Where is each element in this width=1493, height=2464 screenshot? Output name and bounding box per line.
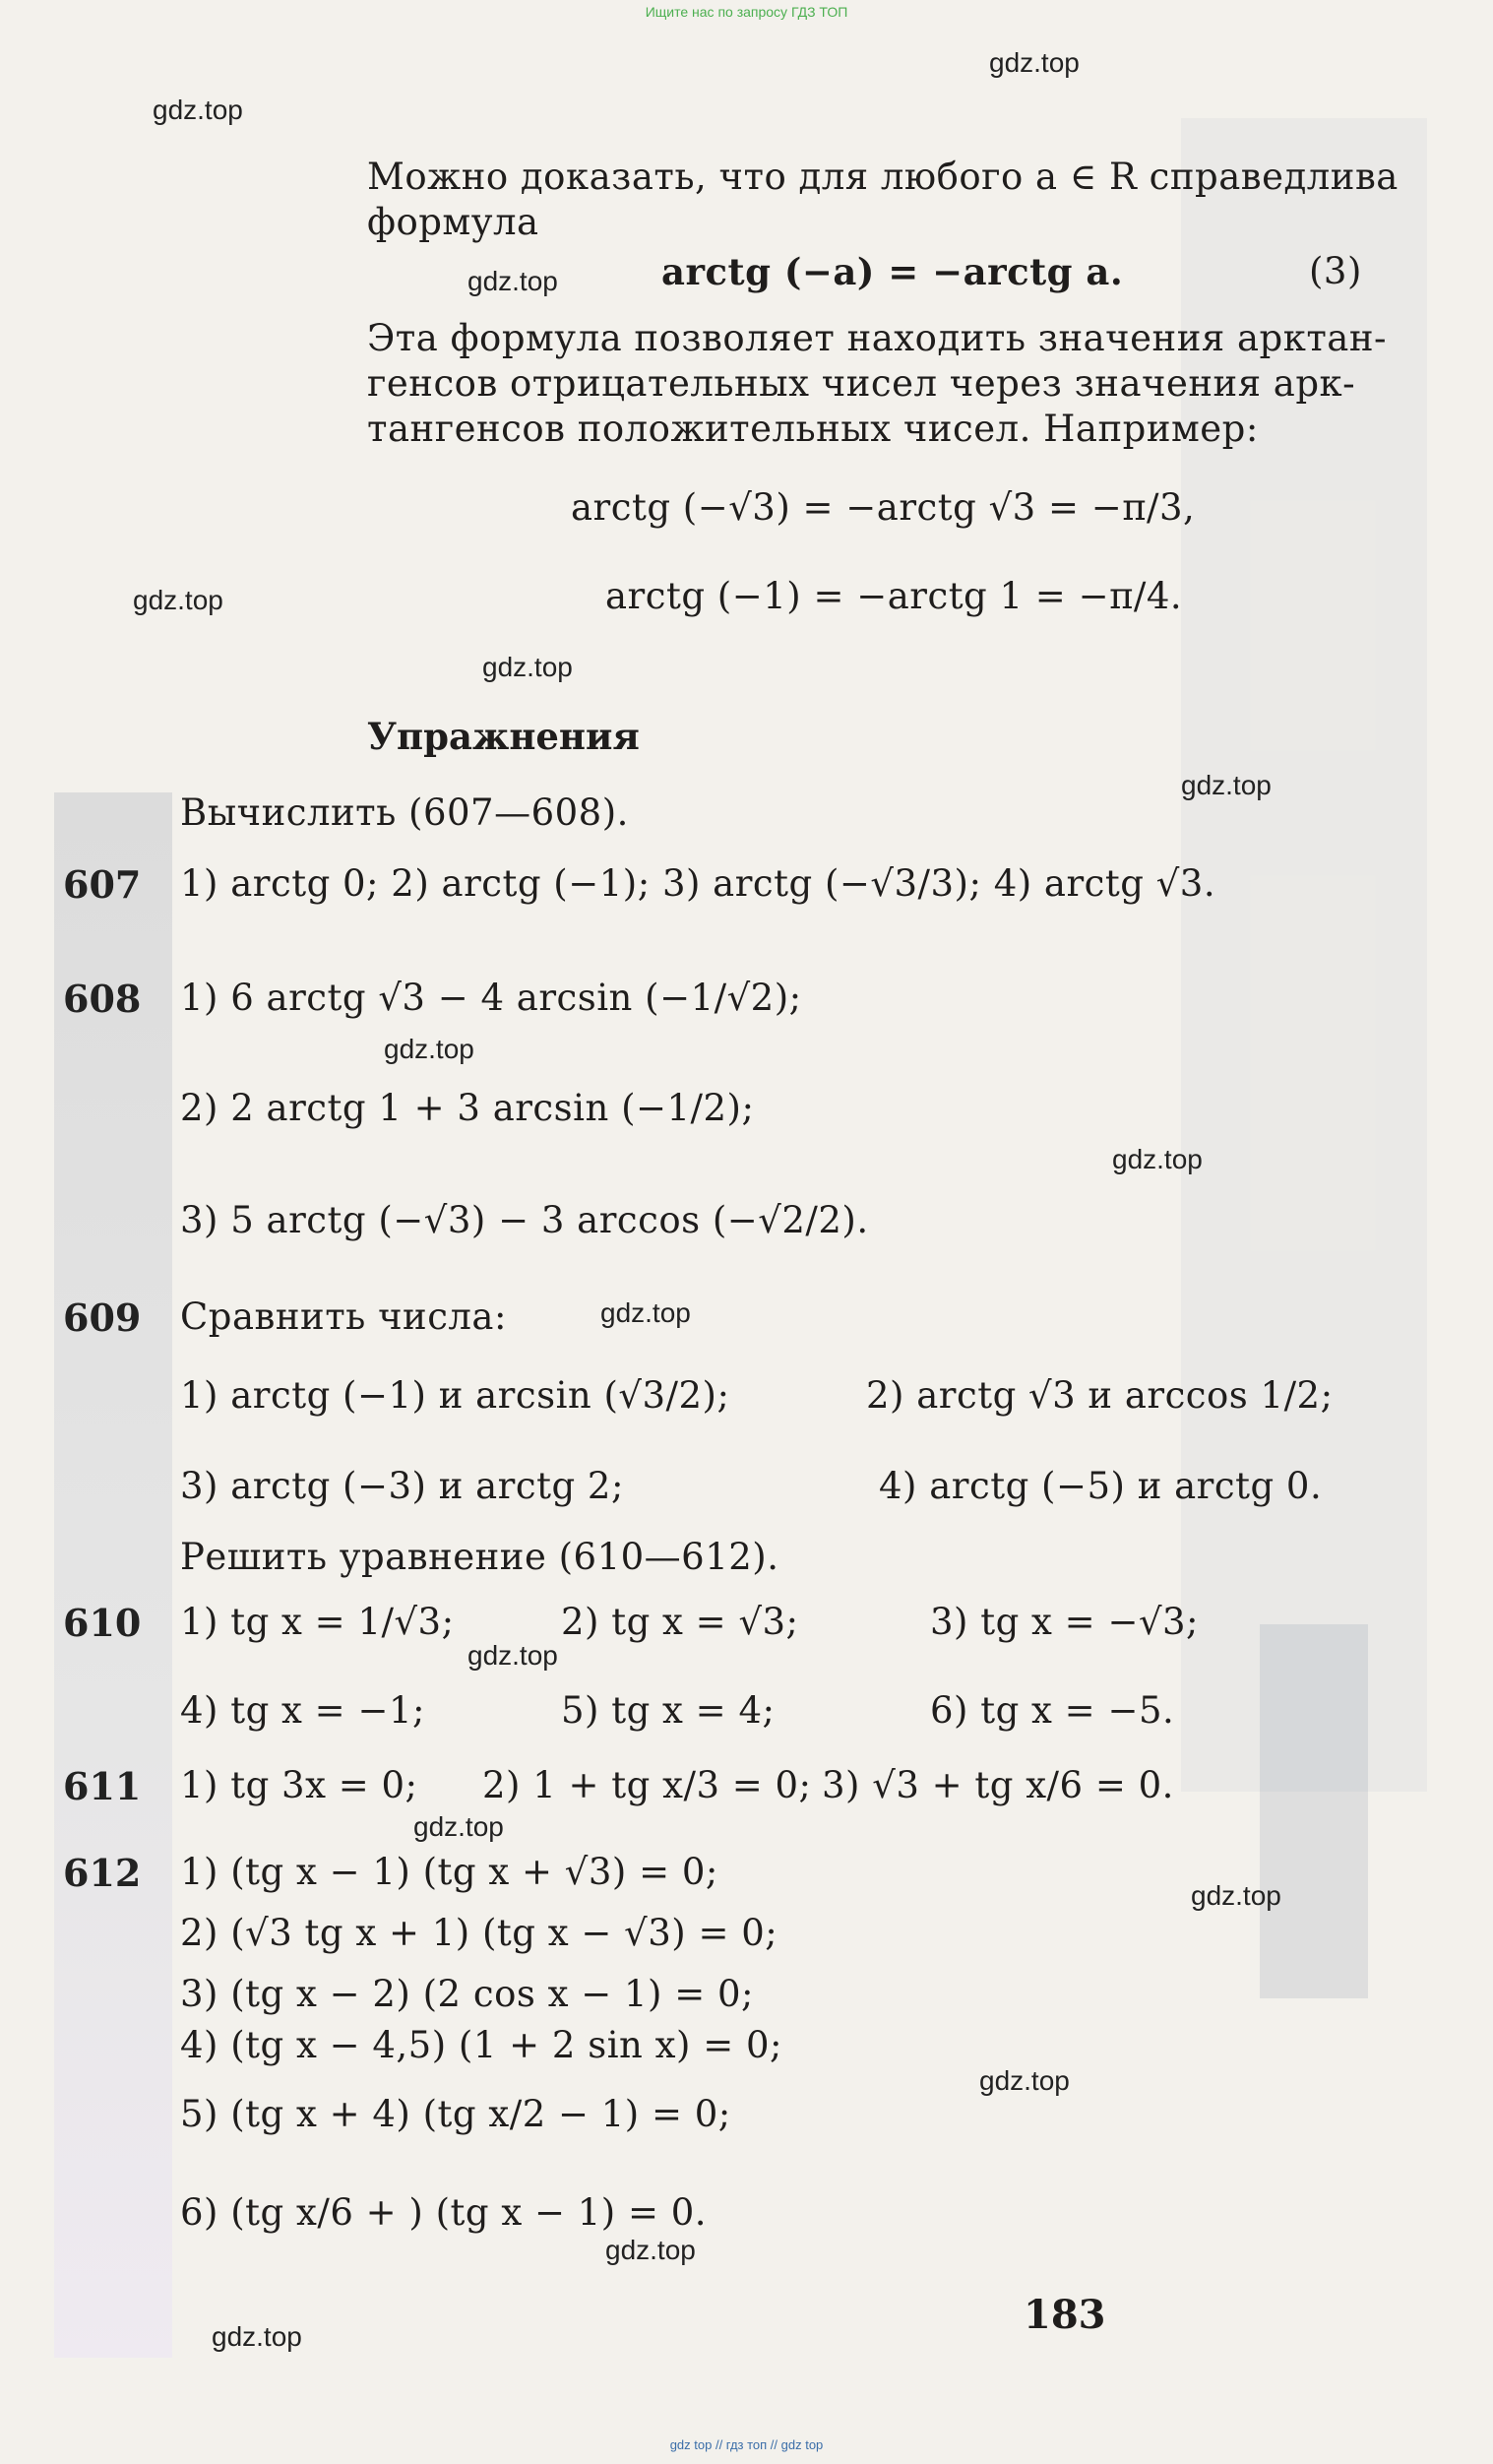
watermark: gdz.top <box>467 266 558 296</box>
intro-line-1: Можно доказать, что для любого a ∈ R справедлива <box>367 156 1399 198</box>
task-group-solve: Решить уравнение (610—612). <box>180 1536 779 1578</box>
task-group-compare: Сравнить числа: <box>180 1295 507 1338</box>
watermark: gdz.top <box>413 1811 504 1842</box>
problem-number: 610 <box>63 1601 142 1645</box>
intro-line-2: формула <box>367 201 539 243</box>
paragraph-line-1: Эта формула позволяет находить значения арктан- <box>367 317 1388 359</box>
problem-610-part-6: 6) tg x = −5. <box>930 1689 1175 1732</box>
problem-612-part-6: 6) (tg x/6 + ) (tg x − 1) = 0. <box>180 2191 708 2234</box>
formula-number: (3) <box>1309 250 1362 292</box>
problem-609-part-1: 1) arctg (−1) и arcsin (√3/2); <box>180 1374 730 1417</box>
page-margin-shading <box>54 792 172 2358</box>
top-banner: Ищите нас по запросу ГДЗ ТОП <box>645 4 848 20</box>
problem-610-part-4: 4) tg x = −1; <box>180 1689 425 1732</box>
task-group-compute: Вычислить (607—608). <box>180 791 629 834</box>
problem-number: 612 <box>63 1851 142 1895</box>
watermark: gdz.top <box>153 95 243 125</box>
formula-arctg-odd: arctg (−a) = −arctg a. <box>661 250 1124 293</box>
watermark: gdz.top <box>1112 1144 1203 1174</box>
watermark: gdz.top <box>600 1297 691 1328</box>
example-1: arctg (−√3) = −arctg √3 = −π/3, <box>571 486 1196 529</box>
problem-612-part-4: 4) (tg x − 4,5) (1 + 2 sin x) = 0; <box>180 2024 782 2066</box>
example-2: arctg (−1) = −arctg 1 = −π/4. <box>605 575 1183 617</box>
watermark: gdz.top <box>605 2235 696 2265</box>
problem-610-part-1: 1) tg x = 1/√3; <box>180 1601 455 1643</box>
watermark: gdz.top <box>979 2065 1070 2096</box>
problem-number: 609 <box>63 1295 142 1340</box>
problem-610-part-2: 2) tg x = √3; <box>561 1601 799 1643</box>
problem-611-part-1: 1) tg 3x = 0; <box>180 1764 418 1806</box>
problem-number: 607 <box>63 862 142 907</box>
section-title: Упражнения <box>367 715 640 758</box>
problem-609-part-4: 4) arctg (−5) и arctg 0. <box>879 1465 1323 1507</box>
watermark: gdz.top <box>467 1640 558 1671</box>
watermark: gdz.top <box>1181 770 1272 800</box>
problem-607-text: 1) arctg 0; 2) arctg (−1); 3) arctg (−√3/3); 4) arctg √3. <box>180 862 1216 905</box>
problem-612-part-1: 1) (tg x − 1) (tg x + √3) = 0; <box>180 1851 718 1893</box>
problem-608-part-2: 2) 2 arctg 1 + 3 arcsin (−1/2); <box>180 1087 755 1129</box>
problem-609-part-2: 2) arctg √3 и arccos 1/2; <box>866 1374 1334 1417</box>
problem-609-part-3: 3) arctg (−3) и arctg 2; <box>180 1465 624 1507</box>
problem-612-part-5: 5) (tg x + 4) (tg x/2 − 1) = 0; <box>180 2093 731 2135</box>
watermark: gdz.top <box>482 652 573 682</box>
watermark: gdz.top <box>989 47 1080 78</box>
problem-611-part-3: 3) √3 + tg x/6 = 0. <box>822 1764 1174 1806</box>
watermark: gdz.top <box>133 585 223 615</box>
problem-612-part-3: 3) (tg x − 2) (2 cos x − 1) = 0; <box>180 1973 754 2015</box>
problem-number: 608 <box>63 977 142 1021</box>
problem-608-part-1: 1) 6 arctg √3 − 4 arcsin (−1/√2); <box>180 977 802 1019</box>
problem-611-part-2: 2) 1 + tg x/3 = 0; <box>482 1764 812 1806</box>
problem-612-part-2: 2) (√3 tg x + 1) (tg x − √3) = 0; <box>180 1912 778 1954</box>
problem-number: 611 <box>63 1764 142 1808</box>
problem-610-part-5: 5) tg x = 4; <box>561 1689 776 1732</box>
paragraph-line-3: тангенсов положительных чисел. Например: <box>367 408 1259 450</box>
problem-610-part-3: 3) tg x = −√3; <box>930 1601 1200 1643</box>
bleed-through-picture <box>1260 1624 1368 1998</box>
paragraph-line-2: генсов отрицательных чисел через значения арк- <box>367 362 1356 405</box>
bottom-banner: gdz top // гдз топ // gdz top <box>669 2437 824 2452</box>
watermark: gdz.top <box>212 2321 302 2352</box>
page-number: 183 <box>1024 2292 1106 2338</box>
problem-608-part-3: 3) 5 arctg (−√3) − 3 arccos (−√2/2). <box>180 1199 869 1241</box>
watermark: gdz.top <box>1191 1880 1281 1911</box>
watermark: gdz.top <box>384 1034 474 1064</box>
